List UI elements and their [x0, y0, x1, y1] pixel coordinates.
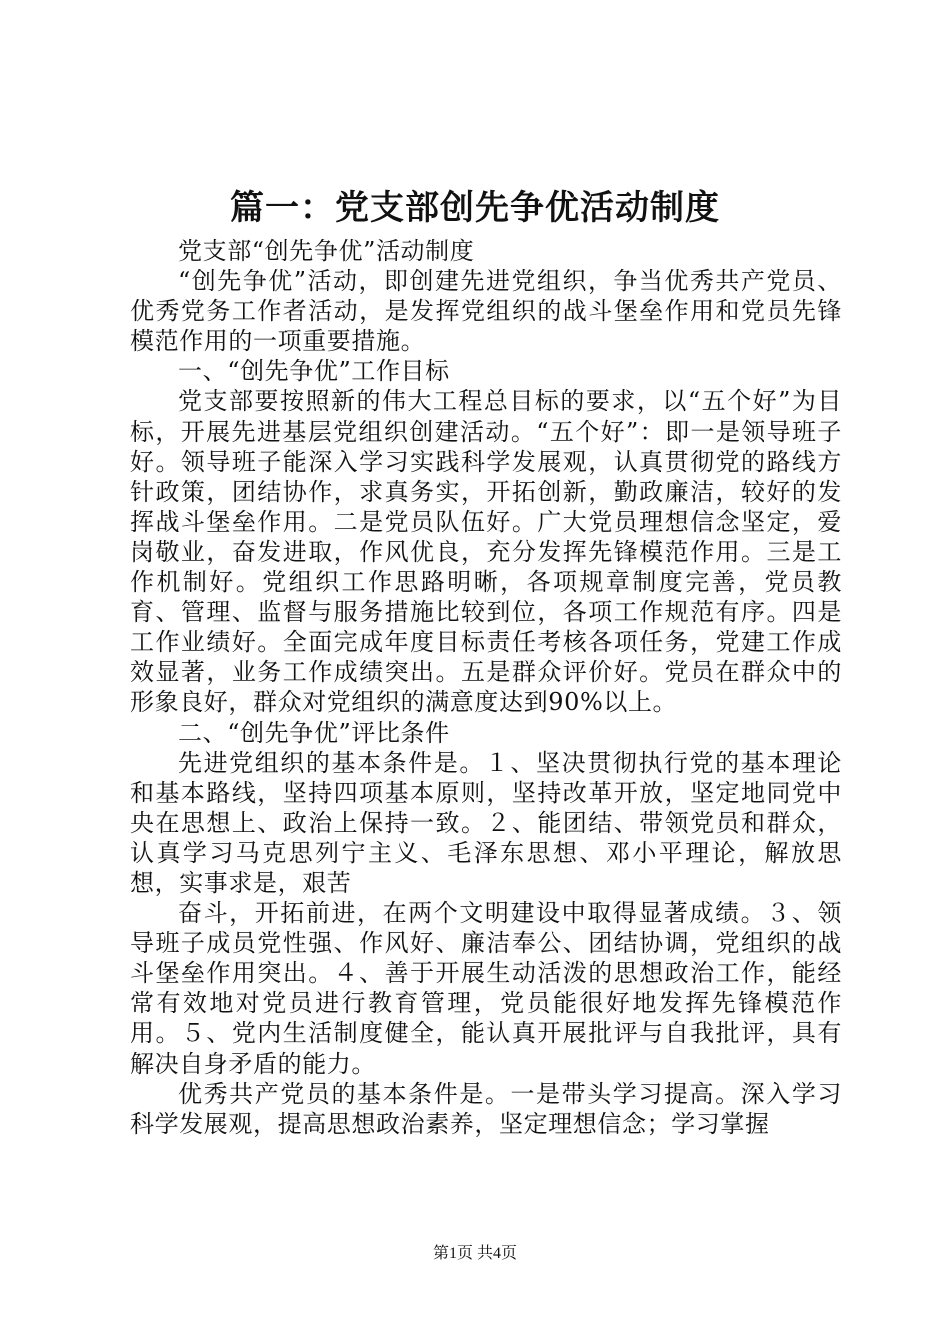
- paragraph: 奋斗，开拓前进，在两个文明建设中取得显著成绩。３、领导班子成员党性强、作风好、廉洁奉公、团结协调，党组织的战斗堡垒作用突出。４、善于开展生动活泼的思想政治工作，能经常有效地对党员进行教育管理，党员能很好地发挥先锋模范作用。５、党内生活制度健全，能认真开展批评与自我批评，具有解决自身矛盾的能力。: [130, 899, 842, 1078]
- section-heading: 一、“创先争优”工作目标: [178, 357, 450, 386]
- document-body: [130, 236, 842, 1139]
- document-title: 篇一：党支部创先争优活动制度: [230, 188, 720, 228]
- paragraph: “创先争优”活动，即创建先进党组织，争当优秀共产党员、优秀党务工作者活动，是发挥党组织的战斗堡垒作用和党员先锋模范作用的一项重要措施。: [130, 267, 842, 356]
- paragraph: 党支部“创先争优”活动制度: [178, 237, 475, 265]
- section-heading: 二、“创先争优”评比条件: [178, 718, 450, 747]
- paragraph: 优秀共产党员的基本条件是。一是带头学习提高。深入学习科学发展观，提高思想政治素养，坚定理想信念；学习掌握: [130, 1079, 842, 1138]
- paragraph: 先进党组织的基本条件是。１、坚决贯彻执行党的基本理论和基本路线，坚持四项基本原则，坚持改革开放，坚定地同党中央在思想上、政治上保持一致。２、能团结、带领党员和群众，认真学习马克思列宁主义、毛泽东思想、邓小平理论，解放思想，实事求是，艰苦: [130, 748, 842, 897]
- paragraph: 党支部要按照新的伟大工程总目标的要求，以“五个好”为目标，开展先进基层党组织创建活动。“五个好”：即一是领导班子好。领导班子能深入学习实践科学发展观，认真贯彻党的路线方针政策，团结协作，求真务实，开拓创新，勤政廉洁，较好的发挥战斗堡垒作用。二是党员队伍好。广大党员理想信念坚定，爱岗敬业，奋发进取，作风优良，充分发挥先锋模范作用。三是工作机制好。党组织工作思路明晰，各项规章制度完善，党员教育、管理、监督与服务措施比较到位，各项工作规范有序。四是工作业绩好。全面完成年度目标责任考核各项任务，党建工作成效显著，业务工作成绩突出。五是群众评价好。党员在群众中的形象良好，群众对党组织的满意度达到90%以上。: [130, 387, 842, 717]
- page-footer: 第1页 共4页: [432, 1245, 517, 1262]
